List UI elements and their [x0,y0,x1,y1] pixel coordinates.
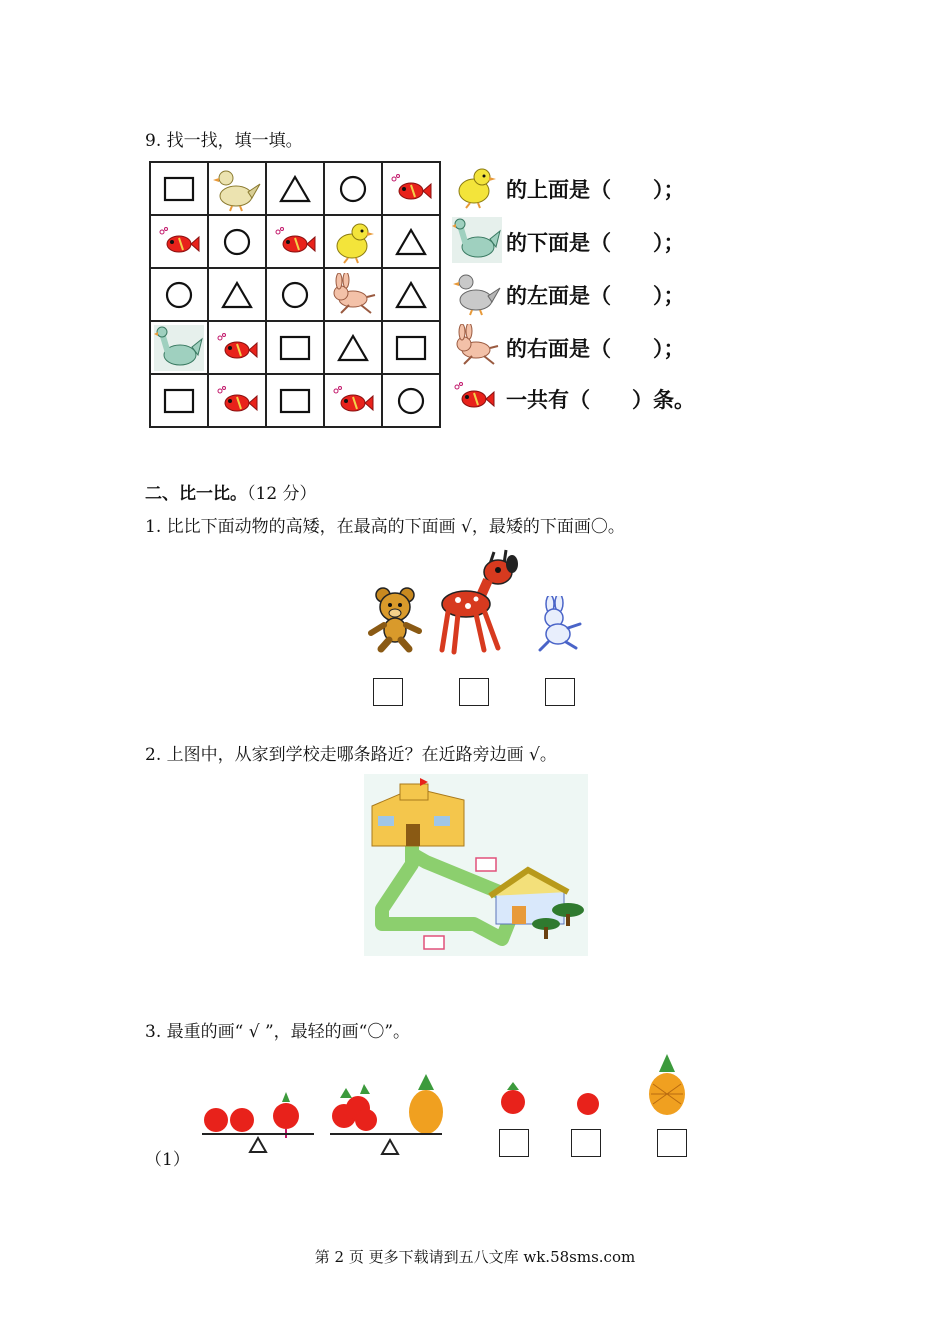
circle-icon [209,227,265,257]
square-icon [267,388,323,414]
grid-cell [266,374,324,427]
grid-row [150,215,440,268]
square-icon [383,335,439,361]
clue-text: 的上面是（ ）； [506,178,685,202]
triangle-icon [267,174,323,204]
deer-icon [436,548,520,656]
grid-cell [382,374,440,427]
clue-item [452,323,685,373]
q3-text: 3. 最重的画“ √ ”，最轻的画“〇”。 [145,1022,411,1042]
grid-cell [150,215,208,268]
circle-icon [325,174,381,204]
balance-scale-1 [198,1090,318,1156]
fish-icon [325,385,381,417]
answer-box-deer[interactable] [459,678,489,706]
grid-cell [208,215,266,268]
grid-cell [266,215,324,268]
answer-box-radish[interactable] [499,1129,529,1157]
section2-heading [145,479,317,504]
chick-icon [325,220,381,264]
grid-cell [324,268,382,321]
goose-icon [452,217,506,267]
clue-text: 的右面是（ ）； [506,337,685,361]
grid-cell [382,215,440,268]
grid-cell [324,321,382,374]
goose-icon [151,325,207,371]
square-icon [151,176,207,202]
q3-sub-label: （1） [145,1150,190,1170]
shape-grid [149,161,441,428]
grid-row [150,162,440,215]
duck-icon [209,166,265,212]
grid-cell [266,321,324,374]
circle-icon [267,280,323,310]
clue-text: 的下面是（ ）； [506,231,685,255]
grid-cell [266,268,324,321]
grid-cell [382,321,440,374]
triangle-icon [383,280,439,310]
fish-icon [267,226,323,258]
answer-box-short-route[interactable] [476,858,496,871]
answer-box-tomato[interactable] [571,1129,601,1157]
answer-box-bear[interactable] [373,678,403,706]
duck-icon [452,270,506,320]
tomato-icon [573,1090,603,1116]
clue-text: 的左面是（ ）； [506,284,685,308]
fish-icon [383,173,439,205]
triangle-icon [209,280,265,310]
bear-icon [365,585,427,653]
answer-box-rabbit[interactable] [545,678,575,706]
section2-score: （12 分） [247,484,317,504]
clue-text: 一共有（ ）条。 [506,388,695,412]
rabbit-icon [325,273,381,317]
clue-item [452,270,685,320]
fish-icon [452,381,506,417]
answer-box-pineapple[interactable] [657,1129,687,1157]
triangle-icon [325,333,381,363]
grid-row [150,374,440,427]
grid-cell [150,321,208,374]
route-map [364,774,588,956]
section2-title: 二、比一比。 [145,484,247,504]
square-icon [267,335,323,361]
grid-cell [208,162,266,215]
clue-item [452,164,685,214]
q2-text: 2. 上图中，从家到学校走哪条路近？在近路旁边画 √。 [145,745,557,765]
grid-row [150,268,440,321]
clue-item [452,374,695,424]
q9-title: 9. 找一找，填一填。 [145,131,303,151]
pineapple-icon [409,1090,443,1134]
grid-cell [382,268,440,321]
pineapple-icon [647,1054,687,1116]
answer-box-long-route[interactable] [424,936,444,949]
circle-icon [151,280,207,310]
chick-icon [452,165,506,213]
q1-text: 1. 比比下面动物的高矮，在最高的下面画 √，最矮的下面画〇。 [145,517,625,537]
clue-item [452,217,685,267]
grid-cell [150,162,208,215]
rabbit-icon [532,596,584,654]
grid-cell [150,268,208,321]
grid-cell [324,162,382,215]
page-footer: 第 2 页 更多下载请到五八文库 wk.58sms.com [314,1248,636,1266]
radish-icon [273,1103,299,1129]
fish-icon [151,226,207,258]
grid-cell [266,162,324,215]
square-icon [151,388,207,414]
grid-cell [324,374,382,427]
grid-cell [208,374,266,427]
fish-icon [209,385,265,417]
grid-cell [208,321,266,374]
grid-cell [208,268,266,321]
circle-icon [383,386,439,416]
fish-icon [209,332,265,364]
rabbit-icon [452,324,506,372]
radish-icon [497,1082,529,1116]
grid-cell [150,374,208,427]
grid-row [150,321,440,374]
triangle-icon [383,227,439,257]
grid-cell [382,162,440,215]
grid-cell [324,215,382,268]
balance-scale-2 [326,1074,446,1156]
